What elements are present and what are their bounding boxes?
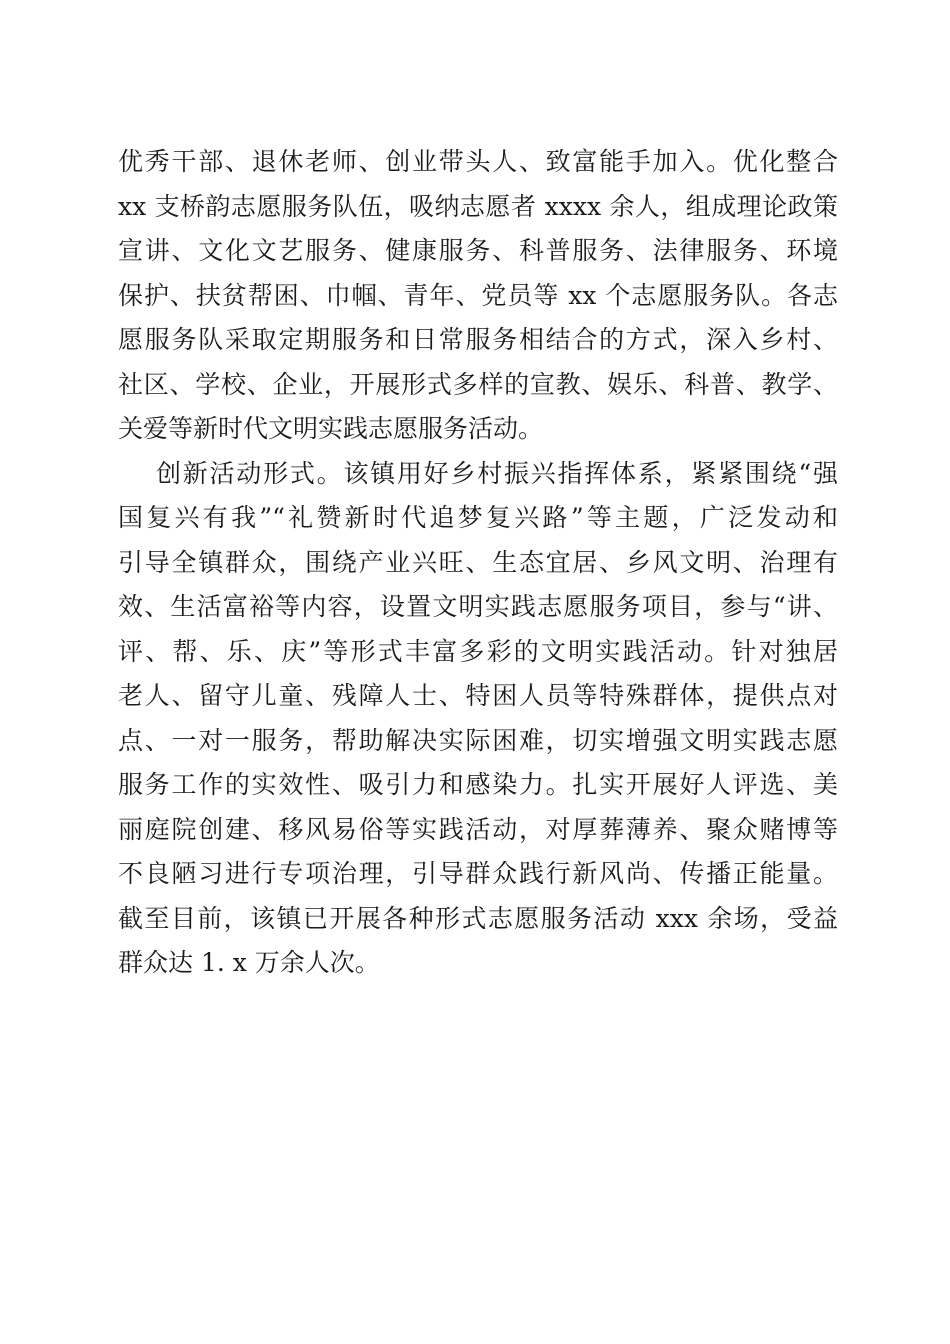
text-line: 效、生活富裕等内容，设置文明实践志愿服务项目，参与“讲、 — [118, 592, 838, 621]
text-line: 服务工作的实效性、吸引力和感染力。扎实开展好人评选、美 — [118, 770, 838, 799]
text-line: 创新活动形式。该镇用好乡村振兴指挥体系，紧紧围绕“强 — [156, 458, 838, 488]
text-line: 丽庭院创建、移风易俗等实践活动，对厚葬薄养、聚众赌博等 — [118, 814, 838, 844]
text-line: 点、一对一服务，帮助解决实际困难，切实增强文明实践志愿 — [118, 725, 838, 755]
text-line: 愿服务队采取定期服务和日常服务相结合的方式，深入乡村、 — [118, 325, 838, 354]
text-line: 宣讲、文化文艺服务、健康服务、科普服务、法律服务、环境 — [118, 236, 838, 265]
text-line: xx 支桥韵志愿服务队伍，吸纳志愿者 xxxx 余人，组成理论政策 — [118, 191, 838, 221]
text-line: 群众达 1. x 万余人次。 — [118, 948, 380, 977]
text-line: 截至目前，该镇已开展各种形式志愿服务活动 xxx 余场，受益 — [118, 903, 838, 933]
text-line: 老人、留守儿童、残障人士、特困人员等特殊群体，提供点对 — [118, 681, 838, 710]
text-line: 引导全镇群众，围绕产业兴旺、生态宜居、乡风文明、治理有 — [118, 547, 838, 577]
text-line: 国复兴有我”“礼赞新时代追梦复兴路”等主题，广泛发动和 — [118, 503, 838, 532]
text-line: 保护、扶贫帮困、巾帼、青年、党员等 xx 个志愿服务队。各志 — [118, 280, 838, 310]
document-body — [118, 140, 838, 986]
text-line: 关爱等新时代文明实践志愿服务活动。 — [118, 414, 544, 443]
paragraph-volunteer-teams — [118, 140, 838, 452]
paragraph-activity-forms — [118, 452, 838, 986]
text-line: 评、帮、乐、庆”等形式丰富多彩的文明实践活动。针对独居 — [118, 636, 838, 666]
text-line: 社区、学校、企业，开展形式多样的宣教、娱乐、科普、教学、 — [118, 369, 838, 399]
text-line: 优秀干部、退休老师、创业带头人、致富能手加入。优化整合 — [118, 147, 838, 176]
text-line: 不良陋习进行专项治理，引导群众践行新风尚、传播正能量。 — [118, 859, 838, 888]
